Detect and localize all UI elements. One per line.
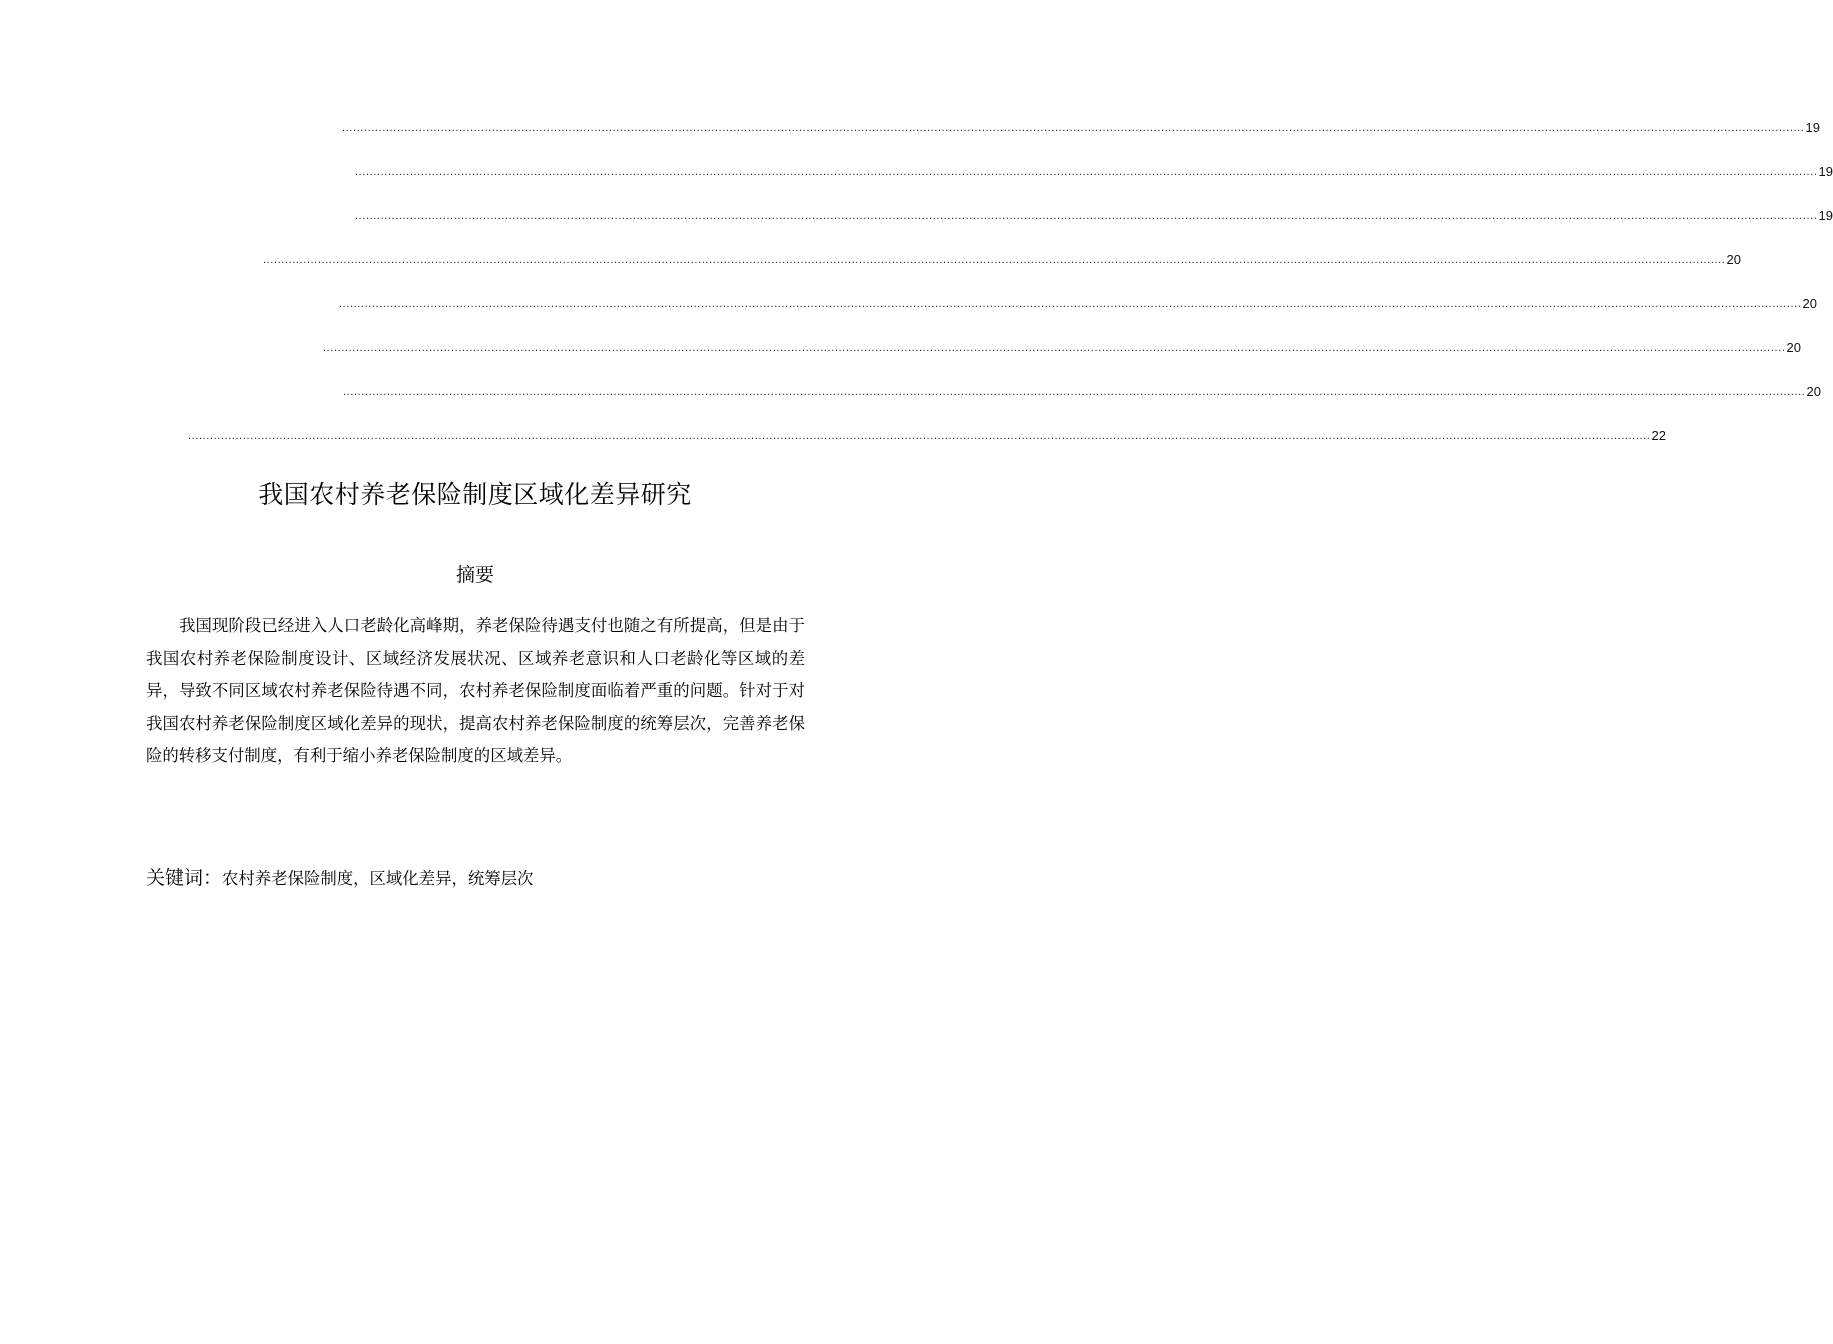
toc-page-number: 19: [1818, 164, 1833, 179]
toc-page-number: 20: [1786, 340, 1801, 355]
toc-entry[interactable]: [339, 295, 1817, 313]
toc-dot-leader: ................................................................................................................................................................................................................................................................................................................................................................................................................: [339, 298, 1802, 310]
toc-page-number: 20: [1806, 384, 1821, 399]
toc-page-number: 20: [1726, 252, 1741, 267]
toc-dot-leader: ................................................................................................................................................................................................................................................................................................................................................................................................................: [355, 166, 1818, 178]
toc-entry[interactable]: [263, 251, 1741, 269]
toc-page-number: 22: [1651, 428, 1666, 443]
toc-page-number: 19: [1805, 120, 1820, 135]
toc-page-number: 20: [1802, 296, 1817, 311]
keywords-label: 关键词：: [146, 867, 223, 889]
keywords-line: [146, 862, 805, 895]
abstract-heading: 摘要: [455, 564, 494, 586]
abstract-body: 我国现阶段已经进入人口老龄化高峰期，养老保险待遇支付也随之有所提高，但是由于我国农村养老保险制度设计、区域经济发展状况、区域养老意识和人口老龄化等区域的差异，导致不同区域农村养老保险待遇不同，农村养老保险制度面临着严重的问题。针对于对我国农村养老保险制度区域化差异的现状，提高农村养老保险制度的统筹层次，完善养老保险的转移支付制度，有利于缩小养老保险制度的区域差异。: [146, 616, 805, 765]
toc-entry[interactable]: [343, 383, 1821, 401]
toc-dot-leader: ................................................................................................................................................................................................................................................................................................................................................................................................................: [263, 254, 1726, 266]
toc-page-number: 19: [1818, 208, 1833, 223]
toc-entry[interactable]: [342, 119, 1820, 137]
toc-entry[interactable]: [355, 207, 1833, 225]
toc-entry[interactable]: [355, 163, 1833, 181]
toc-dot-leader: ................................................................................................................................................................................................................................................................................................................................................................................................................: [342, 122, 1805, 134]
document-title: 我国农村养老保险制度区域化差异研究: [258, 480, 692, 509]
toc-entry[interactable]: [323, 339, 1801, 357]
toc-dot-leader: ................................................................................................................................................................................................................................................................................................................................................................................................................: [343, 386, 1806, 398]
keywords-text: 农村养老保险制度，区域化差异，统筹层次: [222, 869, 534, 888]
toc-dot-leader: ................................................................................................................................................................................................................................................................................................................................................................................................................: [355, 210, 1818, 222]
toc-dot-leader: ................................................................................................................................................................................................................................................................................................................................................................................................................: [323, 342, 1786, 354]
toc-dot-leader: ................................................................................................................................................................................................................................................................................................................................................................................................................: [188, 430, 1651, 442]
toc-entry[interactable]: [188, 427, 1666, 445]
